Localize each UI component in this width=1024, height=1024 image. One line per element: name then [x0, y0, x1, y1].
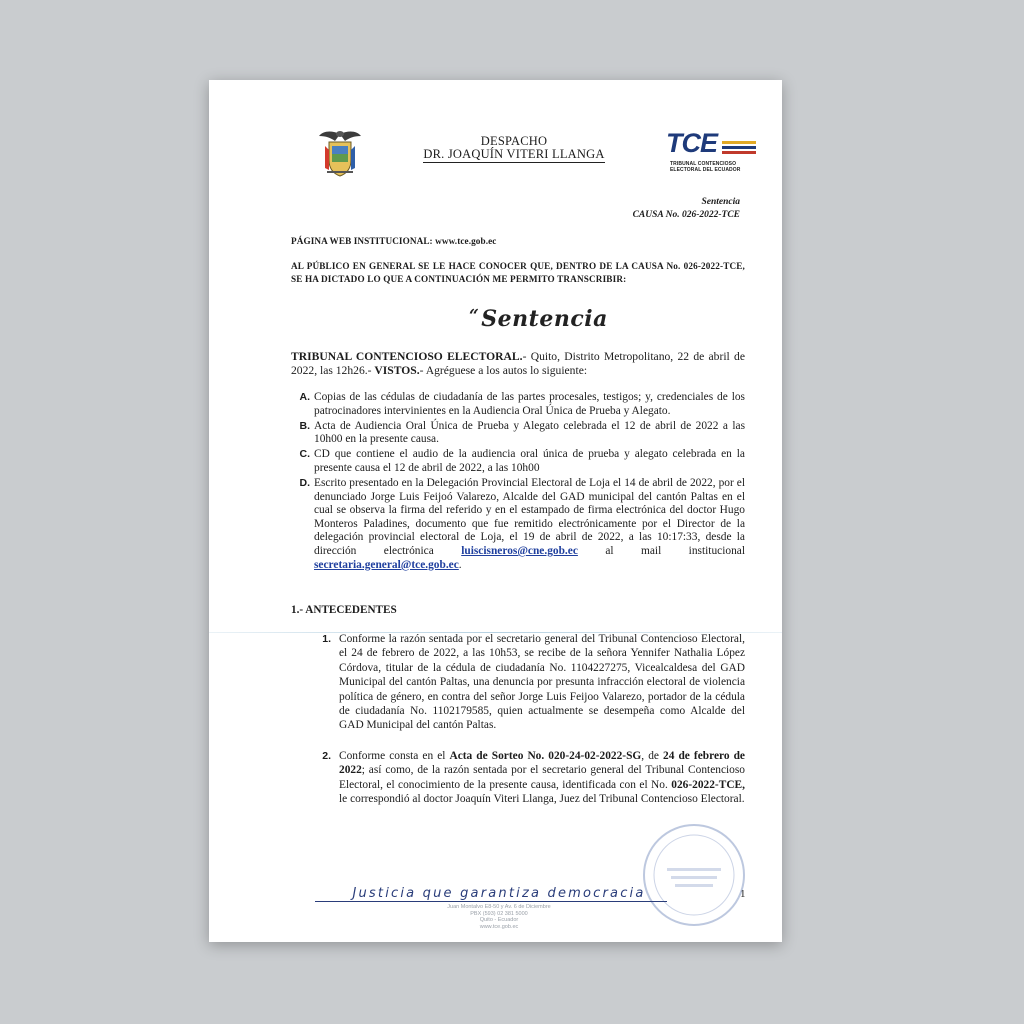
- document-type: Sentencia: [701, 197, 740, 207]
- institutional-website: PÁGINA WEB INSTITUCIONAL: www.tce.gob.ec: [291, 236, 497, 246]
- tce-logo-text: TCE: [666, 128, 717, 158]
- footer-divider: [315, 901, 667, 902]
- coat-of-arms-icon: [317, 128, 363, 180]
- vistos-label: VISTOS.: [374, 363, 420, 377]
- case-number: CAUSA No. 026-2022-TCE: [632, 210, 740, 220]
- annex-list: [291, 391, 745, 574]
- annex-item: B. Acta de Audiencia Oral Única de Prueba y Alegato celebrada el 12 de abril de 2022 a las 10h00 en la presente causa.: [299, 419, 745, 446]
- tce-logo: [664, 128, 760, 164]
- case-reference: [633, 196, 740, 222]
- annex-marker: B.: [299, 419, 310, 432]
- sentence-title: [469, 306, 608, 332]
- email-link-tce[interactable]: secretaria.general@tce.gob.ec: [314, 558, 459, 571]
- footer-motto: Justicia que garantiza democracia: [352, 886, 646, 901]
- email-link-cne[interactable]: luiscisneros@cne.gob.ec: [461, 545, 578, 558]
- document-page: [209, 80, 782, 942]
- antecedente-item: 2. Conforme consta en el Acta de Sorteo No. 020-24-02-2022-SG, de 24 de febrero de 2022; así como, de la razón sentada por el secretario general del Tribunal Contencioso Electoral, el conocimiento de la presente causa, identificada con el No. 026-2022-TCE, le correspondió al doctor Joaquín Viteri Llanga, Juez del Tribunal Contencioso Electoral.: [322, 749, 745, 806]
- title-text: Sentencia: [481, 306, 608, 332]
- intro-paragraph: TRIBUNAL CONTENCIOSO ELECTORAL.- Quito, Distrito Metropolitano, 22 de abril de 2022, las 12h26.- VISTOS.- Agréguese a los autos lo siguiente:: [291, 350, 745, 377]
- section-heading-antecedentes: 1.- ANTECEDENTES: [291, 604, 397, 616]
- antecedentes-list: [291, 632, 745, 808]
- annex-item: A. Copias de las cédulas de ciudadanía de las partes procesales, testigos; y, credenciales de los patrocinadores intervinientes en la Audiencia Oral Única de Prueba y Alegato.: [299, 391, 745, 417]
- court-name: TRIBUNAL CONTENCIOSO ELECTORAL.: [291, 350, 523, 363]
- page-number: 1: [740, 888, 746, 900]
- annex-item: C. CD que contiene el audio de la audiencia oral única de prueba y alegato celebrada en la presente causa el 12 de abril de 2022, a las 10h00: [299, 448, 745, 474]
- tce-logo-subtitle: TRIBUNAL CONTENCIOSO ELECTORAL DEL ECUADOR: [670, 161, 741, 173]
- annex-item: D. Escrito presentado en la Delegación Provincial Electoral de Loja el 14 de abril de 2022, por el denunciado Jorge Luis Feijoó Valarezo, Alcalde del GAD municipal del cantón Paltas en el cual se observa la firma del referido y en el estampado de firma electrónica del doctor Hugo Monteros Paladines, documento que fue remitido electrónicamente por el Director de la delegación provincial electoral de Loja, el 19 de abril de 2022, a las 10:17:33, desde la dirección electrónica luiscisneros@cne.gob.ec al mail institucional secretaria.general@tce.gob.ec.: [299, 477, 745, 571]
- annex-marker: C.: [299, 448, 310, 461]
- annex-marker: D.: [299, 477, 310, 490]
- office-line-1: DESPACHO: [480, 134, 548, 148]
- antecedente-item: 1. Conforme la razón sentada por el secretario general del Tribunal Contencioso Electoral, el 24 de febrero de 2022, a las 10h53, se recibe de la señora Yennifer Nathalia López Córdova, titular de la cédula de ciudadanía No. 1104227275, Vicealcaldesa del GAD Municipal del cantón Paltas, una denuncia por presunta infracción electoral de violencia política de género, en contra del señor Jorge Luis Feijoo Valarezo, portador de la cédula de ciudadanía No. 1102179585, quien actualmente se desempeña como Alcalde del GAD Municipal del cantón Paltas.: [322, 633, 745, 732]
- title-open-quote: “: [469, 306, 480, 326]
- secretary-stamp: [639, 820, 749, 930]
- office-line-2: DR. JOAQUÍN VITERI LLANGA: [423, 147, 605, 161]
- office-heading: [414, 135, 614, 163]
- public-notice: AL PÚBLICO EN GENERAL SE LE HACE CONOCER QUE, DENTRO DE LA CAUSA No. 026-2022-TCE, SE HA DICTADO LO QUE A CONTINUACIÓN ME PERMITO TRANSCRIBIR:: [291, 261, 745, 285]
- antecedente-marker: 1.: [322, 633, 331, 645]
- antecedente-marker: 2.: [322, 749, 331, 762]
- annex-marker: A.: [299, 391, 310, 403]
- footer-address: Juan Montalvo E8-50 y Av. 6 de Diciembre PBX (593) 02 381 5000 Quito - Ecuador www.tce.gob.ec: [447, 904, 551, 930]
